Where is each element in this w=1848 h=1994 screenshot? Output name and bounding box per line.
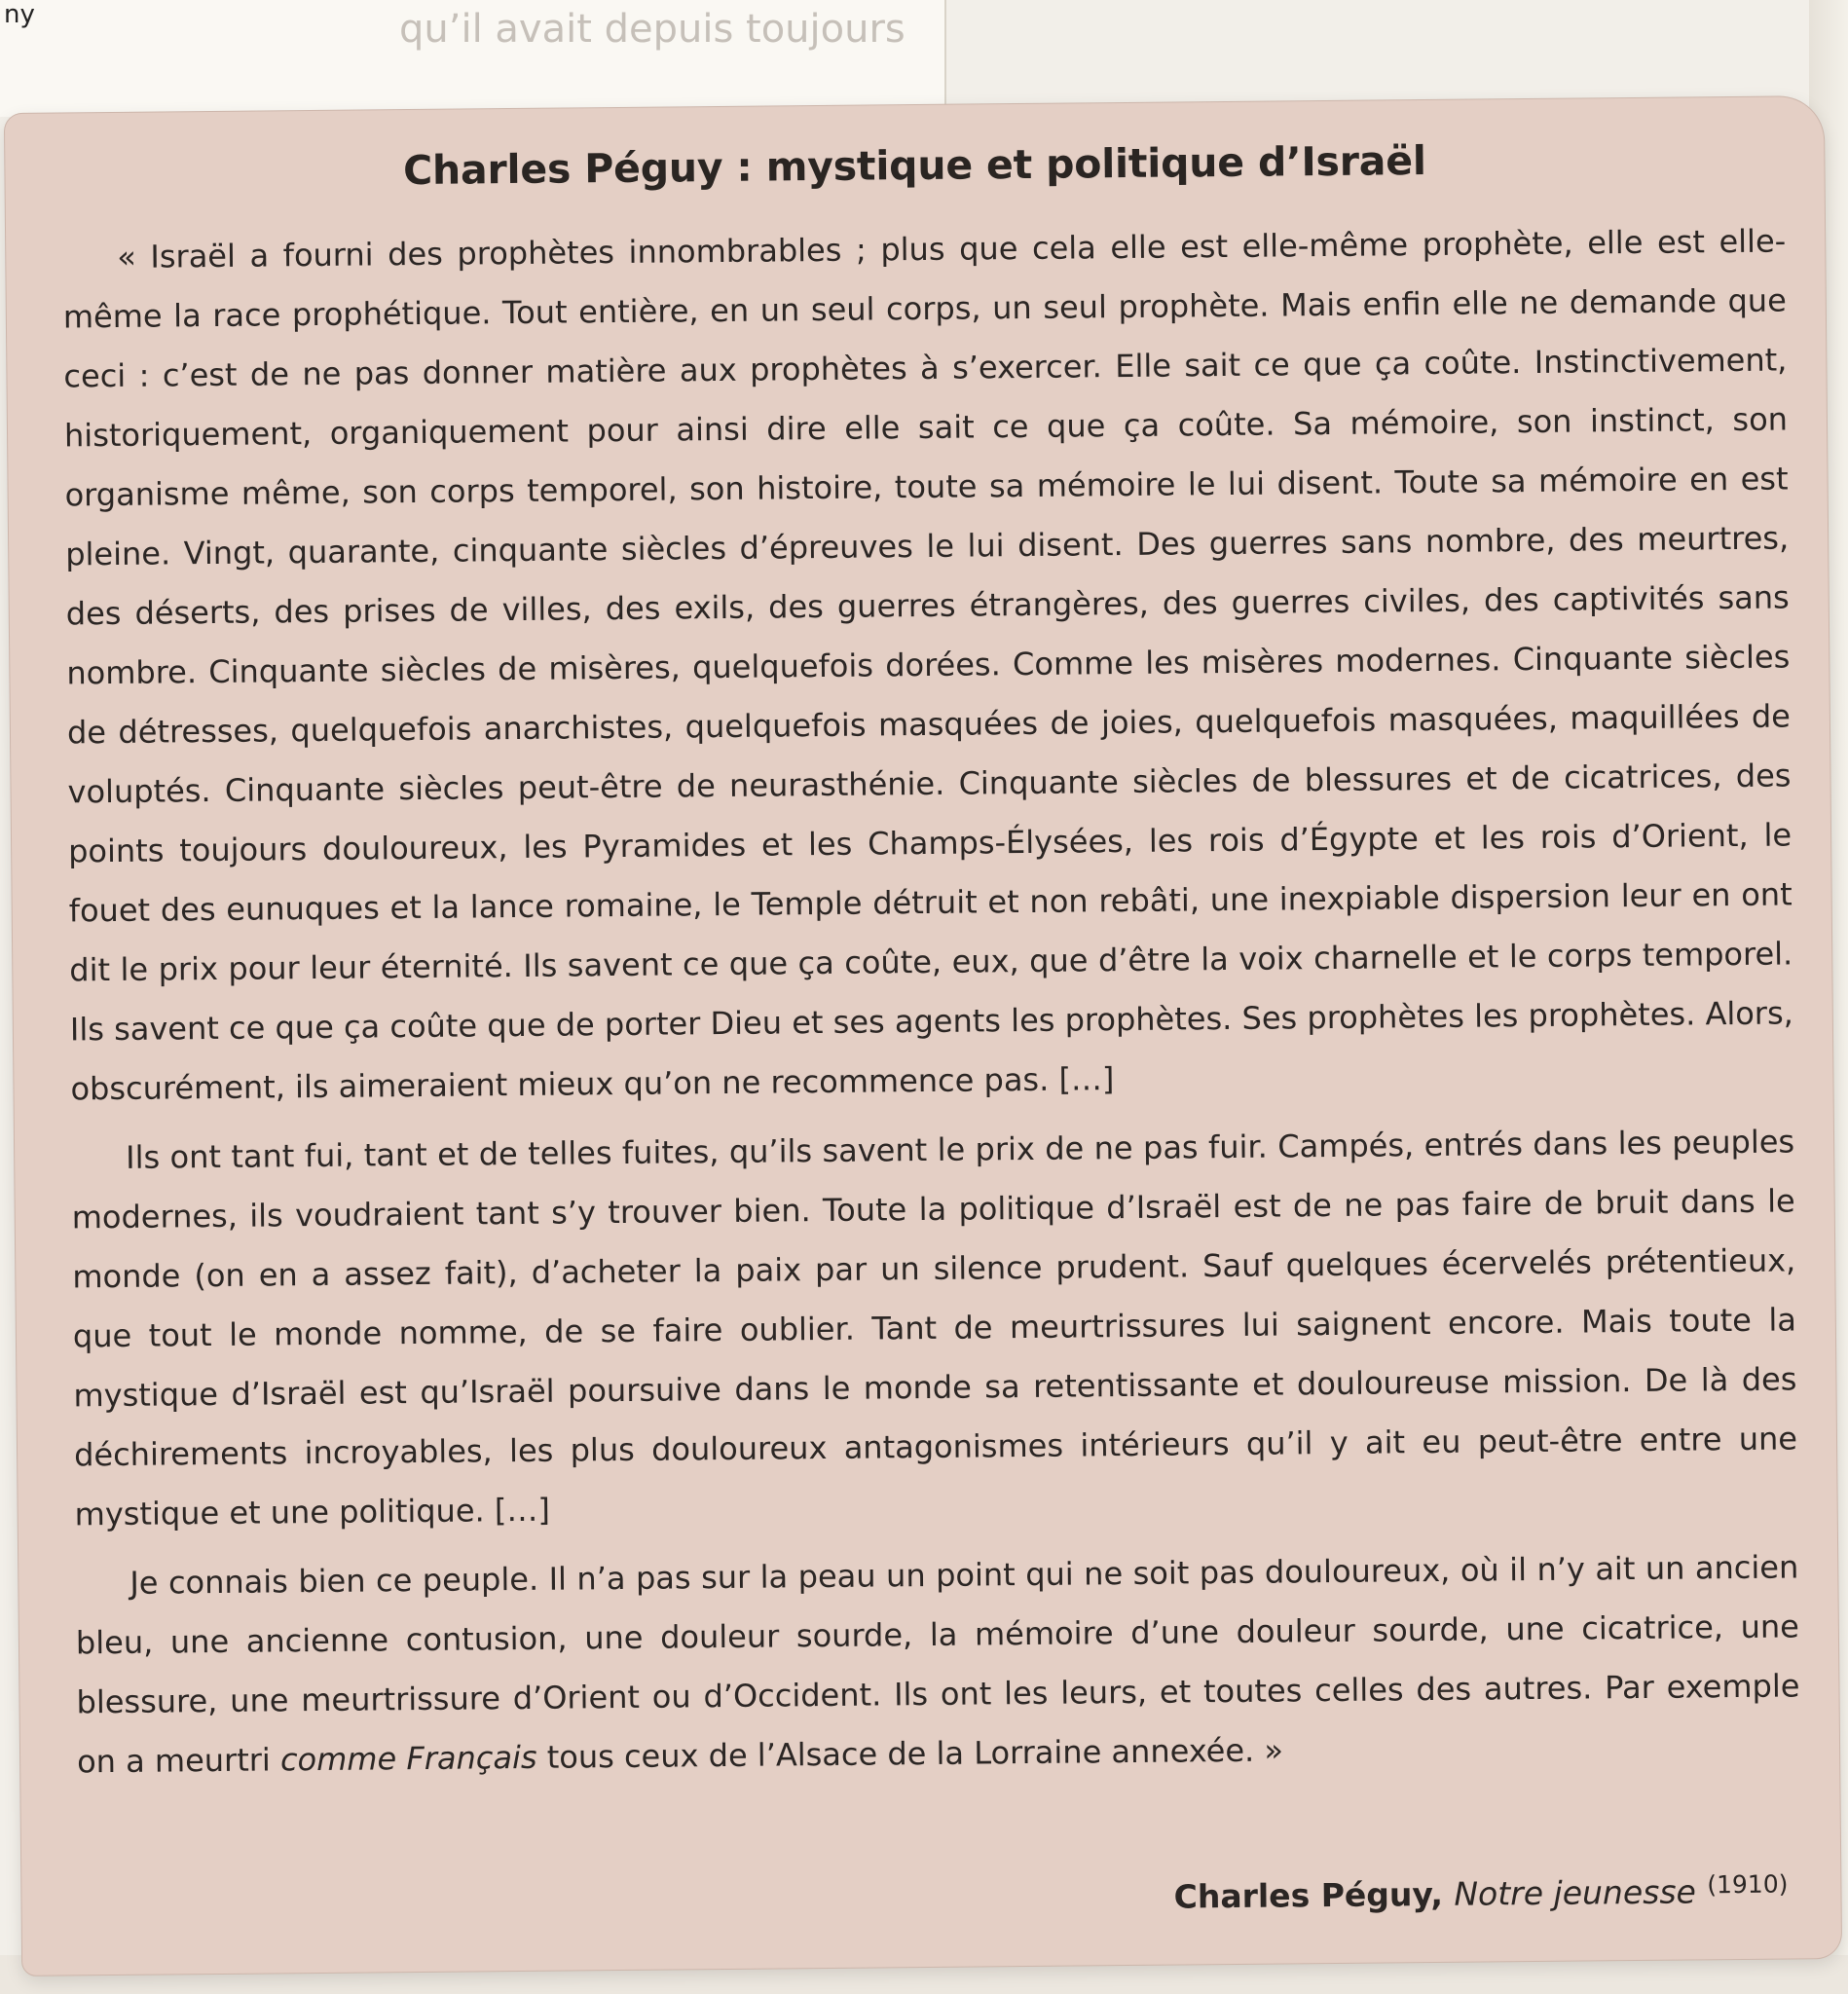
text-run: tous ceux de l’Alsace de la Lorraine annexée. » (536, 1731, 1284, 1776)
quote-title: Charles Péguy : mystique et politique d’Israël (402, 136, 1426, 195)
text-run: Je connais bien ce peuple. Il n’a pas sur la peau un point qui ne soit pas douloureux, où il n’y ait un ancien bleu, une ancienne contusion, une douleur sourde, la mémoire d’une douleur sourde, une cicatrice, une blessure, une meurtrissure d’Orient ou d’Occident. Ils ont les leurs, et toutes celles des autres. Par exemple on a meurtri (75, 1548, 1800, 1781)
previous-page-corner-text: ny (4, 0, 35, 29)
text-run: Ils ont tant fui, tant et de telles fuites, qu’ils savent le prix de ne pas fuir. Campés, entrés dans les peuples modernes, ils voudraient tant s’y trouver bien. Toute la politique d’Israël est de ne pas faire de bruit dans le monde (on en a assez fait), d’acheter la paix par un silence prudent. Sauf quelques écervelés prétentieux, que tout le monde nomme, de se faire oublier. Tant de meurtrissures lui saignent encore. Mais toute la mystique d’Israël est qu’Israël poursuive dans le monde sa retentissante et douloureuse mission. De là des déchirements incroyables, les plus douloureux antagonismes intérieurs qu’il y ait eu peut-être entre une mystique et une politique. […] (71, 1123, 1798, 1533)
quote-body (62, 211, 1800, 1801)
quote-paragraph (62, 211, 1794, 1119)
quote-box (5, 96, 1841, 1976)
attribution-year: (1910) (1707, 1869, 1789, 1900)
italic-run: comme Français (279, 1738, 537, 1779)
previous-page-strip (0, 0, 946, 117)
text-run: « Israël a fourni des prophètes innombrables ; plus que cela elle est elle-même prophète, elle est elle-même la race prophétique. Tout entière, en un seul corps, un seul prophète. Mais enfin elle ne demande que ceci : c’est de ne pas donner matière aux prophètes à s’exercer. Elle sait ce que ça coûte. Instinctivement, historiquement, organiquement pour ainsi dire elle sait ce que ça coûte. Sa mémoire, son instinct, son organisme même, son corps temporel, son histoire, toute sa mémoire le lui disent. Toute sa mémoire en est pleine. Vingt, quarante, cinquante siècles d’épreuves le lui disent. Des guerres sans nombre, des meurtres, des déserts, des prises de villes, des exils, des guerres étrangères, des guerres civiles, des captivités sans nombre. Cinquante siècles de misères, quelquefois dorées. Comme les misères modernes. Cinquante siècles de détresses, quelquefois anarchistes, quelquefois masquées de joies, quelquefois masquées, maquillées de voluptés. Cinquante siècles peut-être de neurasthénie. Cinquante siècles de blessures et de cicatrices, des points toujours douloureux, les Pyramides et les Champs-Élysées, les rois d’Égypte et les rois d’Orient, le fouet des eunuques et la lance romaine, le Temple détruit et non rebâti, une inexpiable dispersion leur en ont dit le prix pour leur éternité. Ils savent ce que ça coûte, eux, que d’être la voix charnelle et le corps temporel. Ils savent ce que ça coûte que de porter Dieu et ses agents les prophètes. Ses prophètes les prophètes. Alors, obscurément, ils aimeraient mieux qu’on ne recommence pas. […] (62, 222, 1793, 1108)
quote-attribution (1173, 1870, 1788, 1916)
quote-paragraph (71, 1112, 1798, 1544)
attribution-author: Charles Péguy, (1173, 1874, 1455, 1916)
previous-page-text: qu’il avait depuis toujours (399, 7, 906, 52)
attribution-work: Notre jeunesse (1454, 1872, 1697, 1913)
quote-paragraph (75, 1537, 1800, 1791)
